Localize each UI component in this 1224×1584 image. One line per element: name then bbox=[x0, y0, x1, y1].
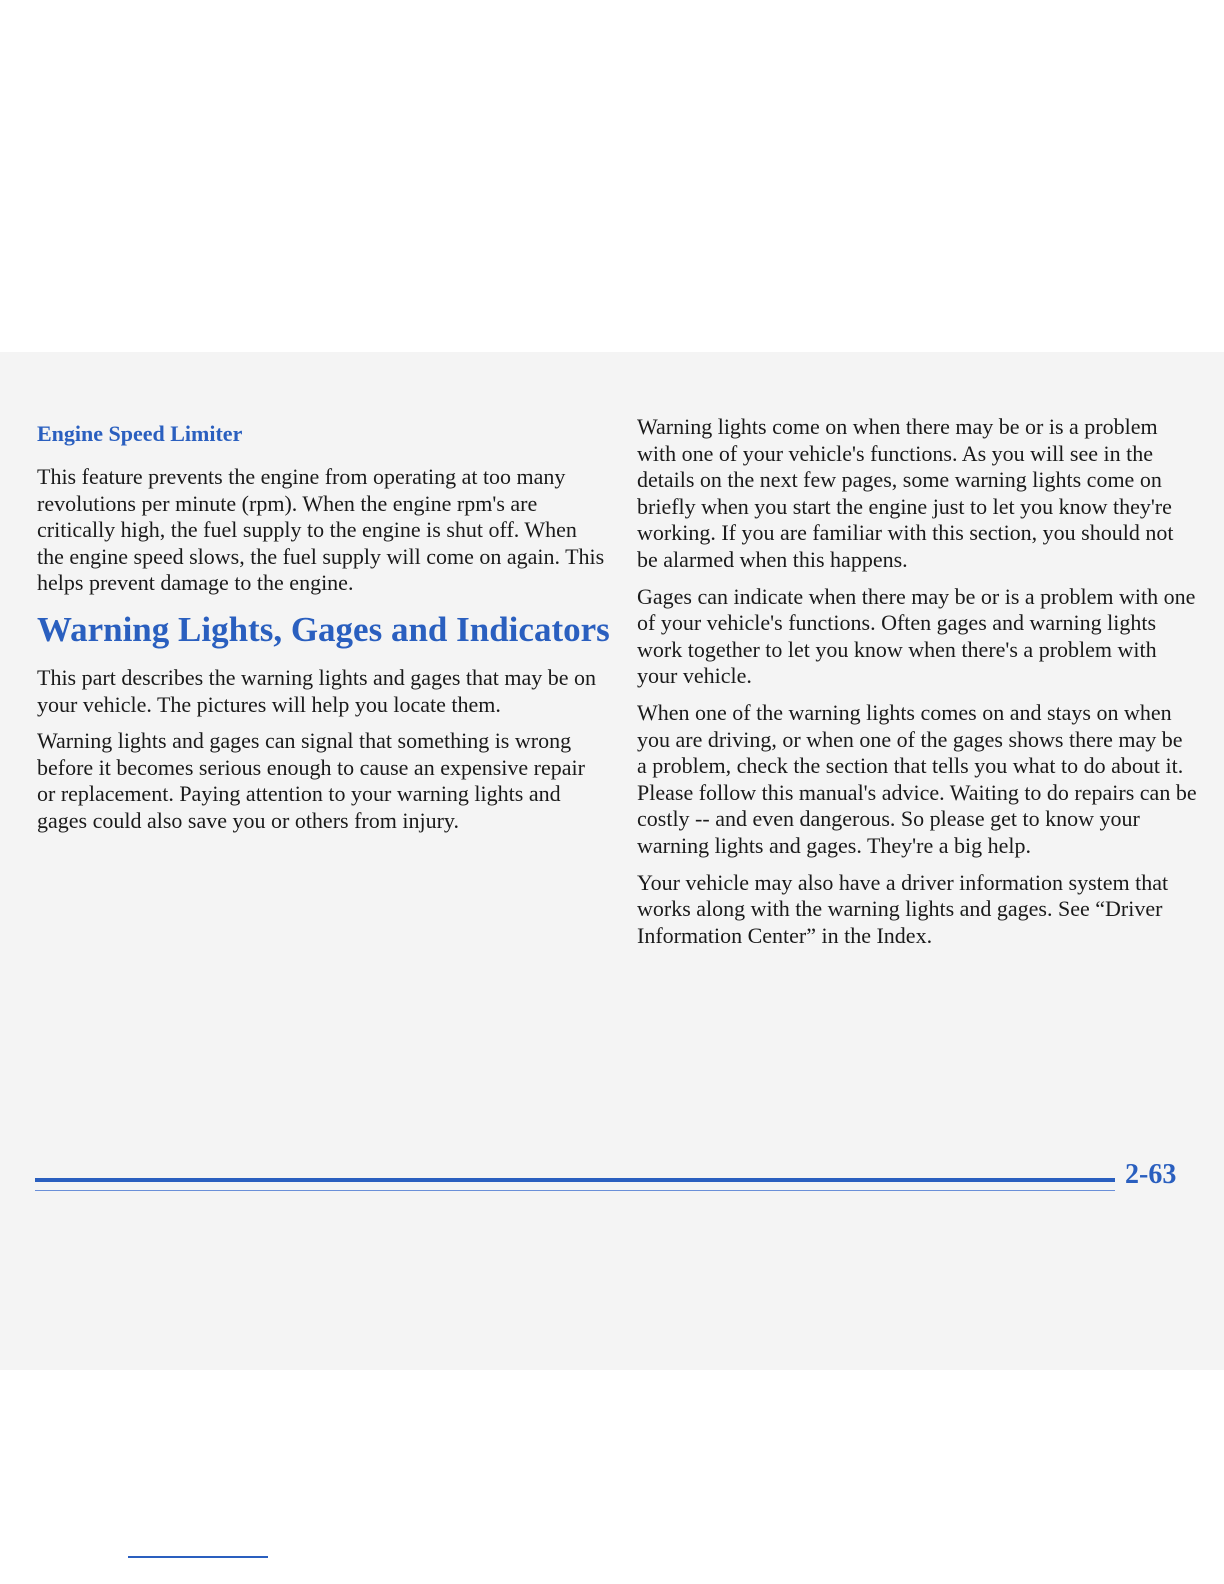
paragraph: Gages can indicate when there may be or is a problem with one of your vehicle's functions. Often gages and warning lights work together to let you know when there's a problem with your vehicle. bbox=[637, 583, 1196, 689]
engine-speed-paragraph: This feature prevents the engine from operating at too many revolutions per minute (rpm). When the engine rpm's are critically high, the fuel supply to the engine is shut off. When the engine speed slows, the fuel supply will come on again. This helps prevent damage to the engine. bbox=[37, 464, 605, 596]
paragraph: Your vehicle may also have a driver information system that works along with the warning lights and gages. See “Driver Information Center” in the Index. bbox=[637, 869, 1169, 948]
bottom-mark bbox=[128, 1556, 268, 1558]
footer-rule-thin bbox=[35, 1190, 1115, 1191]
paragraph: Warning lights come on when there may be or is a problem with one of your vehicle's functions. As you will see in the details on the next few pages, some warning lights come on briefly when you start the engine just to let you know they're working. If you are familiar with this section, you should not be alarmed when this happens. bbox=[637, 414, 1174, 572]
paragraph: When one of the warning lights comes on and stays on when you are driving, or when one of the gages shows there may be a problem, check the section that tells you what to do about it. Please follow this manual's advice. Waiting to do repairs can be costly -- and even dangerous. So please get to know your warning lights and gages. They're a big help. bbox=[637, 699, 1197, 858]
left-column bbox=[37, 414, 610, 845]
paragraph: Warning lights and gages can signal that something is wrong before it becomes serious enough to cause an expensive repair or replacement. Paying attention to your warning lights and gages could also save you or others from injury. bbox=[37, 728, 585, 833]
section-heading: Warning Lights, Gages and Indicators bbox=[37, 609, 610, 649]
footer-rule bbox=[35, 1178, 1115, 1182]
right-column bbox=[637, 414, 1197, 959]
paragraph: This part describes the warning lights and gages that may be on your vehicle. The pictures will help you locate them. bbox=[37, 664, 597, 717]
page-number: 2-63 bbox=[1125, 1159, 1177, 1190]
subheading-engine-speed-limiter: Engine Speed Limiter bbox=[37, 421, 243, 446]
